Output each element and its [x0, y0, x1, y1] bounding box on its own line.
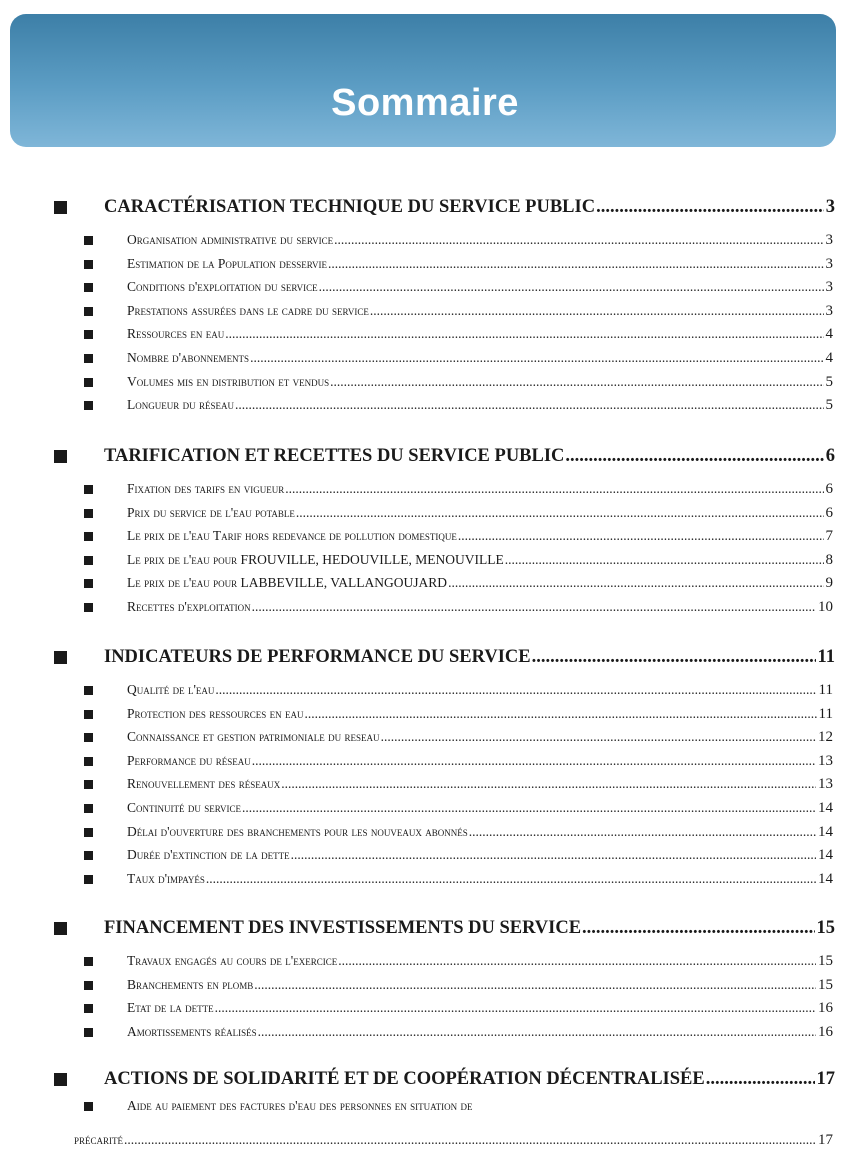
dot-leader [296, 505, 824, 521]
square-bullet-icon [54, 450, 67, 463]
toc-page-number: 6 [825, 481, 833, 497]
square-bullet-icon [84, 603, 93, 612]
toc-item-label: Protection des ressources en eau [127, 705, 304, 721]
toc-page-number: 16 [818, 1023, 833, 1040]
square-bullet-icon [84, 509, 93, 518]
toc-item-label: Organisation administrative du service [127, 232, 334, 247]
dot-leader [305, 706, 817, 722]
dot-leader [235, 397, 824, 413]
toc-page-number: 11 [818, 682, 833, 698]
toc-item-label: Le prix de l'eau Tarif hors redevance de pollution domestique [127, 528, 457, 544]
square-bullet-icon [84, 330, 93, 339]
toc-page-number: 15 [816, 918, 835, 938]
toc-item-label: Volumes mis en distribution et vendus [127, 373, 330, 389]
toc-page-number: 12 [818, 729, 833, 746]
toc-item-label: Taux d'impayés [127, 870, 205, 886]
square-bullet-icon [84, 686, 93, 695]
dot-leader [596, 197, 824, 218]
toc-section[interactable] [104, 197, 835, 218]
toc-page-number: 5 [825, 373, 833, 390]
square-bullet-icon [84, 579, 93, 588]
dot-leader [206, 871, 816, 887]
toc-item-label: Recettes d'exploitation [127, 599, 251, 614]
square-bullet-icon [84, 828, 93, 837]
toc-page-number: 11 [818, 705, 833, 722]
toc-page-number: 16 [818, 1000, 833, 1017]
dot-leader [532, 647, 816, 668]
toc-section-label: FINANCEMENT DES INVESTISSEMENTS DU SERVICE [104, 918, 582, 938]
square-bullet-icon [84, 401, 93, 410]
toc-item[interactable] [127, 599, 833, 616]
dot-leader [582, 918, 814, 939]
toc-item-label: Qualité de l'eau [127, 682, 215, 697]
square-bullet-icon [84, 556, 93, 565]
square-bullet-icon [84, 1102, 93, 1111]
dot-leader [250, 350, 823, 366]
dot-leader [565, 446, 823, 467]
toc-item-label: Fixation des tarifs en vigueur [127, 481, 285, 496]
toc-page-number: 10 [818, 599, 833, 615]
toc-item[interactable] [127, 871, 833, 888]
square-bullet-icon [84, 957, 93, 966]
toc-section[interactable] [104, 446, 835, 467]
square-bullet-icon [54, 1073, 67, 1086]
square-bullet-icon [84, 710, 93, 719]
toc-item[interactable] [127, 953, 833, 970]
dot-leader [254, 977, 816, 993]
dot-leader [281, 776, 816, 792]
square-bullet-icon [84, 757, 93, 766]
square-bullet-icon [84, 804, 93, 813]
toc-item[interactable] [127, 552, 833, 569]
toc-page-number: 14 [818, 870, 833, 887]
toc-page-number: 17 [816, 1069, 835, 1089]
toc-item[interactable] [127, 528, 833, 545]
toc-page-number: 6 [825, 446, 835, 466]
toc-page-number: 13 [818, 776, 833, 793]
toc-page-number: 3 [825, 255, 833, 272]
toc-item[interactable] [127, 682, 833, 699]
toc-item[interactable] [74, 1132, 833, 1149]
toc-item-label: Prix du service de l'eau potable [127, 504, 295, 520]
toc-item[interactable] [127, 232, 833, 249]
toc-item[interactable] [127, 575, 833, 592]
toc-page-number: 14 [818, 800, 833, 816]
toc-page-number: 13 [818, 752, 833, 769]
toc-section[interactable] [104, 647, 835, 668]
toc-page-number: 3 [825, 232, 833, 248]
toc-item[interactable] [127, 256, 833, 273]
toc-page-number: 4 [825, 350, 833, 366]
dot-leader [370, 303, 824, 319]
square-bullet-icon [84, 307, 93, 316]
dot-leader [706, 1069, 815, 1090]
toc-section-label: INDICATEURS DE PERFORMANCE DU SERVICE [104, 647, 531, 667]
toc-item-label: Prestations assurées dans le cadre du service [127, 302, 369, 318]
square-bullet-icon [84, 283, 93, 292]
toc-page-number: 17 [818, 1132, 833, 1148]
toc-item-label: Travaux engagés au cours de l'exercice [127, 953, 338, 968]
toc-item[interactable] [127, 374, 833, 391]
square-bullet-icon [84, 236, 93, 245]
dot-leader [215, 1000, 816, 1016]
toc-page-number: 7 [825, 528, 833, 545]
toc-item[interactable] [127, 977, 833, 994]
dot-leader [258, 1024, 816, 1040]
toc-item[interactable] [127, 303, 833, 320]
square-bullet-icon [84, 981, 93, 990]
dot-leader [448, 575, 823, 591]
square-bullet-icon [54, 201, 67, 214]
toc-page-number: 15 [818, 953, 833, 969]
toc-page-number: 8 [825, 551, 833, 568]
page-title: Sommaire [331, 82, 519, 124]
dot-leader [334, 232, 823, 248]
dot-leader [252, 599, 816, 615]
toc-item[interactable] [127, 326, 833, 343]
square-bullet-icon [84, 485, 93, 494]
toc-item[interactable] [127, 824, 833, 841]
toc-item-label: Estimation de la Population desservie [127, 255, 328, 271]
square-bullet-icon [84, 260, 93, 269]
dot-leader [252, 753, 816, 769]
toc-item-label: Le prix de l'eau pour FROUVILLE, HEDOUVILLE, MENOUVILLE [127, 551, 504, 567]
dot-leader [469, 824, 816, 840]
dot-leader [338, 953, 816, 969]
square-bullet-icon [84, 354, 93, 363]
toc-item[interactable] [127, 397, 833, 414]
toc-item-label: Le prix de l'eau pour LABBEVILLE, VALLANGOUJARD [127, 575, 448, 591]
dot-leader [285, 481, 823, 497]
toc-item-label: Aide au paiement des factures d'eau des personnes en situation de [127, 1098, 473, 1113]
square-bullet-icon [54, 922, 67, 935]
toc-item-label: Renouvellement des réseaux [127, 776, 281, 792]
toc-item-label: Ressources en eau [127, 326, 225, 342]
toc-section-label: TARIFICATION ET RECETTES DU SERVICE PUBLIC [104, 446, 565, 466]
dot-leader [330, 374, 823, 390]
dot-leader [505, 552, 824, 568]
dot-leader [381, 729, 816, 745]
toc-item-label: Durée d'extinction de la dette [127, 847, 290, 863]
toc-item[interactable] [127, 706, 833, 723]
square-bullet-icon [84, 733, 93, 742]
toc-item-label: Longueur du réseau [127, 397, 234, 413]
square-bullet-icon [84, 780, 93, 789]
toc-item-label: Délai d'ouverture des branchements pour les nouveaux abonnés [127, 823, 468, 839]
toc-item[interactable] [127, 1024, 833, 1041]
toc-page-number: 6 [825, 504, 833, 521]
toc-item[interactable] [127, 729, 833, 746]
toc-item[interactable] [127, 800, 833, 817]
dot-leader [458, 528, 824, 544]
toc-page-number: 11 [817, 647, 835, 667]
square-bullet-icon [84, 851, 93, 860]
dot-leader [291, 847, 816, 863]
toc-item-label: Performance du réseau [127, 752, 251, 768]
toc-item[interactable] [127, 279, 833, 296]
dot-leader [225, 326, 823, 342]
dot-leader [242, 800, 816, 816]
toc-item[interactable] [127, 847, 833, 864]
toc-item[interactable] [127, 1000, 833, 1017]
toc-page-number: 14 [818, 823, 833, 840]
toc-item-label: Etat de la dette [127, 1000, 214, 1016]
toc-item-label-continued: précarité [74, 1132, 124, 1147]
toc-section-label: CARACTÉRISATION TECHNIQUE DU SERVICE PUBLIC [104, 197, 596, 217]
toc-item-first-line[interactable] [127, 1098, 472, 1114]
toc-section[interactable] [104, 1069, 835, 1090]
toc-item[interactable] [127, 776, 833, 793]
toc-item[interactable] [127, 350, 833, 367]
toc-page-number: 9 [825, 575, 833, 592]
toc-item-label: Nombre d'abonnements [127, 350, 250, 365]
toc-item[interactable] [127, 505, 833, 522]
square-bullet-icon [84, 1004, 93, 1013]
toc-page-number: 3 [825, 279, 833, 296]
toc-section-label: ACTIONS DE SOLIDARITÉ ET DE COOPÉRATION DÉCENTRALISÉE [104, 1069, 705, 1089]
toc-page-number: 3 [825, 302, 833, 319]
toc-item-label: Connaissance et gestion patrimoniale du reseau [127, 729, 380, 745]
toc-item[interactable] [127, 481, 833, 498]
dot-leader [215, 682, 816, 698]
toc-page-number: 3 [825, 197, 835, 217]
toc-item[interactable] [127, 753, 833, 770]
square-bullet-icon [84, 875, 93, 884]
dot-leader [124, 1132, 816, 1148]
toc-item-label: Amortissements réalisés [127, 1023, 257, 1039]
dot-leader [328, 256, 823, 272]
toc-page-number: 14 [818, 847, 833, 864]
toc-item-label: Conditions d'exploitation du service [127, 279, 318, 295]
toc-item-label: Branchements en plomb [127, 976, 254, 992]
square-bullet-icon [84, 1028, 93, 1037]
square-bullet-icon [54, 651, 67, 664]
toc-section[interactable] [104, 918, 835, 939]
toc-page-number: 4 [825, 326, 833, 343]
square-bullet-icon [84, 378, 93, 387]
toc-page-number: 15 [818, 976, 833, 993]
toc-page-number: 5 [825, 397, 833, 414]
square-bullet-icon [84, 532, 93, 541]
dot-leader [319, 279, 824, 295]
toc-item-label: Continuité du service [127, 800, 242, 815]
